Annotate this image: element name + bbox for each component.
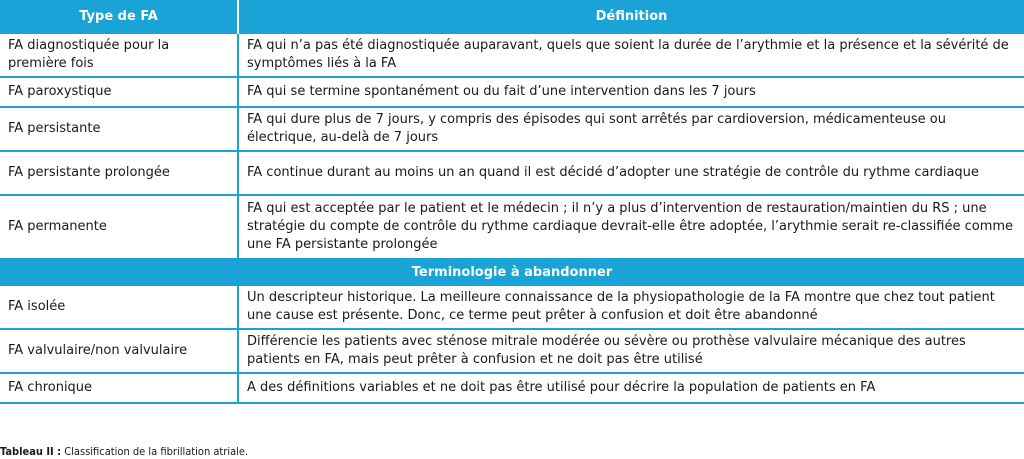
row-type: FA isolée bbox=[0, 286, 238, 329]
row-type: FA valvulaire/non valvulaire bbox=[0, 329, 238, 373]
section-title: Terminologie à abandonner bbox=[0, 259, 1024, 286]
table-row bbox=[0, 329, 1024, 373]
row-type: FA diagnostiquée pour la première fois bbox=[0, 34, 238, 77]
row-type: FA persistante bbox=[0, 107, 238, 151]
table-header-row bbox=[0, 0, 1024, 34]
row-definition: FA qui est acceptée par le patient et le médecin ; il n’y a plus d’intervention de restauration/maintien du RS ; une stratégie du compte de contrôle du rythme cardiaque devrait-elle être adoptée, l’arythmie serait re-classifiée comme une FA persistante prolongée bbox=[238, 195, 1024, 259]
table-caption bbox=[0, 445, 248, 458]
table-row bbox=[0, 195, 1024, 259]
row-definition: FA continue durant au moins un an quand il est décidé d’adopter une stratégie de contrôle du rythme cardiaque bbox=[238, 151, 1024, 195]
section-header-row bbox=[0, 259, 1024, 286]
row-definition: FA qui se termine spontanément ou du fait d’une intervention dans les 7 jours bbox=[238, 77, 1024, 107]
row-type: FA chronique bbox=[0, 373, 238, 403]
table-row bbox=[0, 107, 1024, 151]
row-type: FA paroxystique bbox=[0, 77, 238, 107]
row-type: FA permanente bbox=[0, 195, 238, 259]
header-type: Type de FA bbox=[0, 0, 238, 34]
caption-label: Tableau II : bbox=[0, 445, 62, 458]
row-type: FA persistante prolongée bbox=[0, 151, 238, 195]
table-row bbox=[0, 151, 1024, 195]
row-definition: FA qui dure plus de 7 jours, y compris des épisodes qui sont arrêtés par cardioversion, médicamenteuse ou électrique, au-delà de 7 jours bbox=[238, 107, 1024, 151]
header-definition: Définition bbox=[238, 0, 1024, 34]
row-definition: FA qui n’a pas été diagnostiquée auparavant, quels que soient la durée de l’arythmie et la présence et la sévérité de symptômes liés à la FA bbox=[238, 34, 1024, 77]
table-row bbox=[0, 34, 1024, 77]
row-definition: Différencie les patients avec sténose mitrale modérée ou sévère ou prothèse valvulaire mécanique des autres patients en FA, mais peut prêter à confusion et ne doit pas être utilisé bbox=[238, 329, 1024, 373]
row-definition: Un descripteur historique. La meilleure connaissance de la physiopathologie de la FA montre que chez tout patient une cause est présente. Donc, ce terme peut prêter à confusion et doit être abandonné bbox=[238, 286, 1024, 329]
table-row bbox=[0, 286, 1024, 329]
table-row bbox=[0, 373, 1024, 403]
row-definition: A des définitions variables et ne doit pas être utilisé pour décrire la population de patients en FA bbox=[238, 373, 1024, 403]
table-row bbox=[0, 77, 1024, 107]
caption-text: Classification de la fibrillation atriale. bbox=[61, 445, 249, 458]
